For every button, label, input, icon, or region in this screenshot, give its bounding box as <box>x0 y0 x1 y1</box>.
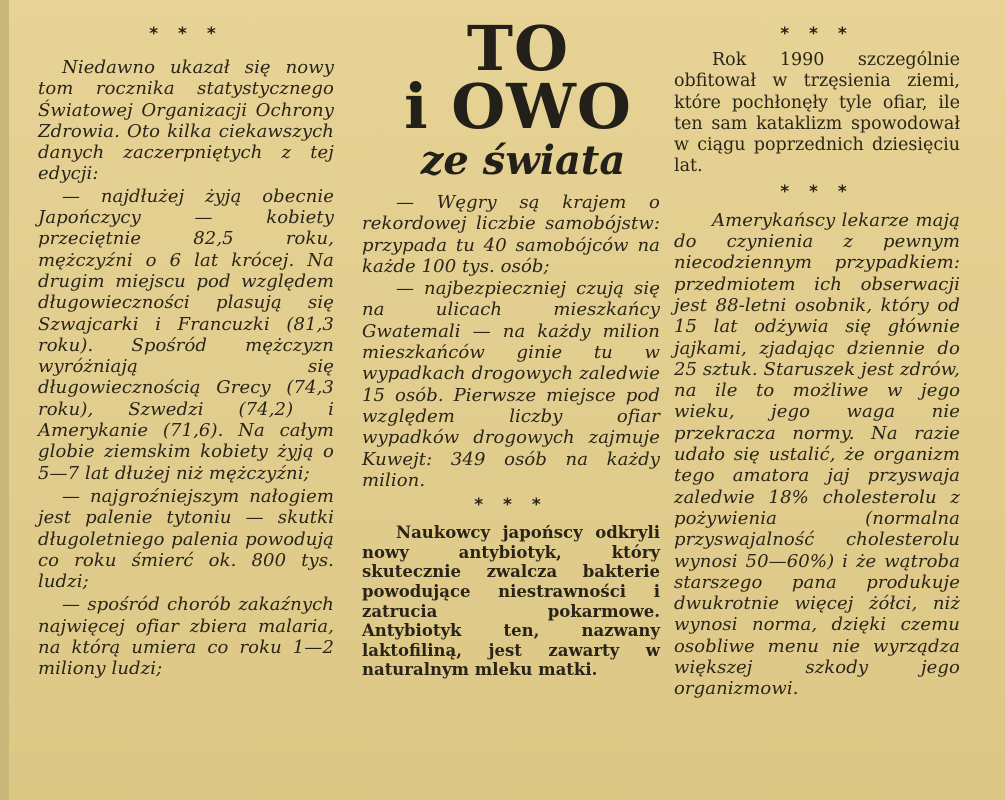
eggs-paragraph: Amerykańscy lekarze mają do czynienia z pewnym niecodziennym przypadkiem: przedmiotem ich obserwacji jest 88-letni osobnik, który od 15 lat odżywia się głównie jajkami, zjadając dziennie do 25 sztuk. Staruszek jest zdrów, na ile to możliwe w jego wieku, jego waga nie przekracza normy. Na razie udało się ustalić, że organizm tego amatora jaj przyswaja zaledwie 18% cholesterolu z pożywienia (normalna przyswajalność cholesterolu wynosi 50—60%) i że wątroba starszego pana produkuje dwukrotnie więcej żółci, niż wynosi norma, dzięki czemu osobliwe menu nie wyrządza większej szkody jego organizmowi. <box>674 209 960 700</box>
malaria-paragraph: — spośród chorób zakaźnych najwięcej ofiar zbiera malaria, na którą umiera co roku 1—2 miliony ludzi; <box>38 594 334 680</box>
headline-owo: i OWO <box>404 70 632 143</box>
column-1 <box>38 0 334 680</box>
intro-paragraph: Niedawno ukazał się nowy tom rocznika statystycznego Światowej Organizacji Ochrony Zdrowia. Oto kilka ciekawszych danych zaczerpniętych z tej edycji: <box>38 57 334 185</box>
separator-stars: * * * <box>780 24 854 44</box>
suicide-paragraph: — Węgry są krajem o rekordowej liczbie samobójstw: przypada tu 40 samobójców na każde 100 tys. osób; <box>362 192 660 277</box>
antibiotic-paragraph: Naukowcy japońscy odkryli nowy antybiotyk, który skutecznie zwalcza bakterie powodujące niestrawności i zatrucia pokarmowe. Antybiotyk ten, nazwany laktofiliną, jest zawarty w naturalnym mleku matki. <box>362 523 660 680</box>
earthquake-paragraph: Rok 1990 szczególnie obfitował w trzęsienia ziemi, które pochłonęły tyle ofiar, ile ten sam kataklizm spowodował w ciągu poprzednich dziesięciu lat. <box>674 50 960 177</box>
headline-subtitle: ze świata <box>420 137 626 184</box>
traffic-paragraph: — najbezpieczniej czują się na ulicach mieszkańcy Gwatemali — na każdy milion mieszkańców ginie tu w wypadkach drogowych zaledwie 15 osób. Pierwsze miejsce pod względem liczby ofiar wypadków drogowych zajmuje Kuwejt: 349 osób na każdy milion. <box>362 278 660 491</box>
headline-to: TO <box>466 12 570 85</box>
column-3 <box>674 0 960 700</box>
separator-stars: * * * <box>149 24 223 44</box>
smoking-paragraph: — najgroźniejszym nałogiem jest palenie tytoniu — skutki długoletniego palenia powodują co roku śmierć ok. 800 tys. ludzi; <box>38 485 334 593</box>
page-edge <box>0 0 9 800</box>
separator-stars: * * * <box>780 181 854 202</box>
separator-stars: * * * <box>474 495 548 516</box>
column-2 <box>362 0 660 680</box>
longevity-paragraph: — najdłużej żyją obecnie Japończycy — kobiety przeciętnie 82,5 roku, mężczyźni o 6 lat krócej. Na drugim miejscu pod względem długowieczności plasują się Szwajcarki i Francuzki (81,3 roku). Spośród mężczyzn wyróżniają się długowiecznością Grecy (74,3 roku), Szwedzi (74,2) i Amerykanie (71,6). Na całym globie ziemskim kobiety żyją o 5—7 lat dłużej niż mężczyźni; <box>38 185 334 484</box>
